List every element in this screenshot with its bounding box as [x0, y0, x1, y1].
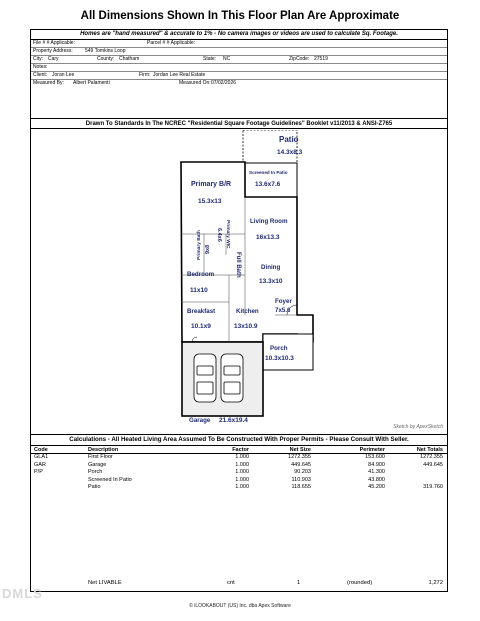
room-living-dim: 16x13.3	[256, 234, 280, 241]
cell-net-size: 449.645	[291, 461, 311, 468]
room-primary-label: Primary B/R	[191, 181, 232, 188]
calculations-columns	[31, 446, 447, 454]
room-screened-dim: 13.6x7.6	[255, 181, 281, 188]
room-garage-label: Garage	[189, 417, 211, 424]
cell-description: First Floor	[88, 454, 113, 460]
col-code: Code	[34, 447, 48, 453]
file-label: File # # Applicable:	[33, 40, 75, 46]
floor-plan-sheet	[30, 29, 448, 592]
cell-code: GLA1	[34, 454, 49, 460]
cell-code: GAR	[34, 461, 46, 468]
cell-net-size: 1272.355	[288, 454, 311, 460]
net-livable-row	[31, 580, 447, 589]
accuracy-banner: Homes are "hand measured" & accurate to 1% - No camera images or videos are used to calculate Sq. Footage.	[31, 30, 447, 40]
cell-perimeter: 153.600	[365, 454, 385, 460]
table-row	[31, 484, 447, 492]
firm-value: Jordan Lee Real Estate	[153, 72, 206, 78]
porch-outline	[263, 334, 313, 370]
room-primary-bath-dim: 9x8	[205, 244, 211, 254]
floor-plan-drawing	[31, 130, 447, 433]
cell-description: Garage	[88, 461, 107, 468]
col-description: Description	[88, 447, 119, 453]
calculations-table	[31, 434, 447, 591]
room-primary-wic-label: Primary WIC	[225, 220, 230, 249]
info-row-measured	[31, 80, 447, 88]
room-breakfast-label: Breakfast	[187, 308, 216, 315]
cell-net-size: 118.655	[291, 484, 311, 490]
room-kitchen-label: Kitchen	[236, 308, 259, 315]
net-livable-total: 1,272	[428, 580, 443, 586]
cell-description: Porch	[88, 469, 103, 475]
room-kitchen-dim: 13x10.9	[234, 323, 258, 330]
city-value: Cary	[48, 56, 59, 62]
measured-on-label: Measured On:	[179, 80, 211, 86]
net-livable-note: (rounded)	[347, 580, 373, 586]
col-perimeter: Perimeter	[359, 447, 385, 453]
address-value: 549 Tomkins Loop	[85, 48, 126, 54]
room-dining-label: Dining	[261, 264, 281, 271]
cell-description: Patio	[88, 484, 101, 490]
room-breakfast-dim: 10.1x9	[191, 323, 211, 330]
cell-factor: 1.000	[235, 484, 249, 490]
car-icon	[194, 354, 216, 402]
room-bedroom-label: Bedroom	[187, 271, 215, 278]
cell-net-size: 90.203	[294, 469, 311, 475]
room-primary-dim: 15.3x13	[198, 198, 222, 205]
screened-patio-outline	[245, 163, 297, 197]
cell-factor: 1.000	[235, 461, 249, 468]
net-livable-unit: cnt	[227, 580, 235, 586]
info-row-client	[31, 72, 447, 80]
drawn-standard-note: Drawn To Standards In The NCREC "Residential Square Footage Guidelines" Booklet v11/2013 & ANSI-Z765	[31, 118, 447, 129]
dmls-watermark: DMLS	[2, 586, 43, 601]
table-row	[31, 462, 447, 470]
cell-net-totals: 319.760	[423, 484, 443, 490]
info-row-city	[31, 56, 447, 64]
zip-label: ZipCode:	[289, 56, 310, 62]
sketch-credit: Sketch by ApexSketch	[393, 424, 443, 430]
net-livable-label: Net LIVABLE	[88, 580, 122, 586]
notes-label: Notes:	[33, 64, 48, 70]
measured-by-label: Measured By:	[33, 80, 64, 86]
measured-on-value: 07/02/2026	[211, 80, 237, 86]
zip-value: 27519	[314, 56, 328, 62]
measured-by-value: Albert Palamenti	[73, 80, 110, 86]
client-label: Client:	[33, 72, 48, 78]
room-patio-dim: 14.3x8.3	[277, 149, 303, 156]
room-porch-dim: 10.3x10.3	[265, 355, 294, 362]
cell-perimeter: 84.900	[368, 461, 385, 468]
city-label: City:	[33, 56, 43, 62]
cell-description: Screened In Patio	[88, 476, 132, 483]
cell-factor: 1.000	[235, 454, 249, 460]
cell-perimeter: 41.300	[368, 469, 385, 475]
table-row	[31, 477, 447, 485]
room-primary-bath-label: Primary Bath	[197, 230, 202, 260]
client-value: Joran Lee	[52, 72, 75, 78]
col-net-size: Net Size	[289, 447, 311, 453]
cell-net-totals: 449.645	[423, 461, 443, 468]
parcel-label: Parcel # # Applicable:	[147, 40, 196, 46]
firm-label: Firm:	[139, 72, 151, 78]
room-living-label: Living Room	[250, 218, 288, 225]
cell-factor: 1.000	[235, 469, 249, 475]
table-row	[31, 454, 447, 462]
room-screened-label: Screened In Patio	[249, 170, 288, 175]
room-foyer-dim: 7x5.6	[275, 307, 291, 314]
info-row-notes	[31, 64, 447, 72]
room-bedroom-dim: 11x10	[190, 287, 208, 294]
room-patio-label: Patio	[279, 135, 299, 144]
col-factor: Factor	[232, 447, 249, 453]
room-dining-dim: 13.3x10	[259, 278, 283, 285]
room-full-bath-label: Full Bath	[235, 252, 241, 278]
col-net-totals: Net Totals	[416, 447, 443, 453]
info-row-file	[31, 40, 447, 48]
footer-copyright: © iLOOKABOUT (US) Inc. dba Apex Software	[189, 603, 291, 609]
calculations-heading: Calculations - All Heated Living Area Assumed To Be Constructed With Proper Permits - Please Consult With Seller.	[31, 435, 447, 446]
net-livable-count: 1	[297, 580, 301, 586]
county-label: County:	[97, 56, 115, 62]
room-primary-wic-dim: 6.4x6	[216, 228, 222, 242]
room-porch-label: Porch	[270, 345, 288, 352]
room-garage-dim: 21.6x19.4	[219, 417, 248, 424]
cell-perimeter: 45.200	[368, 484, 385, 490]
cell-net-totals: 1272.355	[420, 454, 443, 460]
cell-perimeter: 43.800	[368, 476, 385, 483]
info-row-address	[31, 48, 447, 56]
state-label: State:	[203, 56, 217, 62]
cell-code: P/P	[34, 469, 43, 475]
cell-factor: 1.000	[235, 476, 249, 483]
car-icon	[221, 354, 243, 402]
address-label: Property Address:	[33, 48, 73, 54]
county-value: Chatham	[119, 56, 140, 62]
state-value: NC	[223, 56, 231, 62]
room-foyer-label: Foyer	[275, 298, 292, 305]
floor-plan-svg	[31, 130, 447, 433]
table-row	[31, 469, 447, 477]
cell-net-size: 110.903	[291, 476, 311, 483]
page-title: All Dimensions Shown In This Floor Plan Are Approximate	[80, 10, 400, 22]
